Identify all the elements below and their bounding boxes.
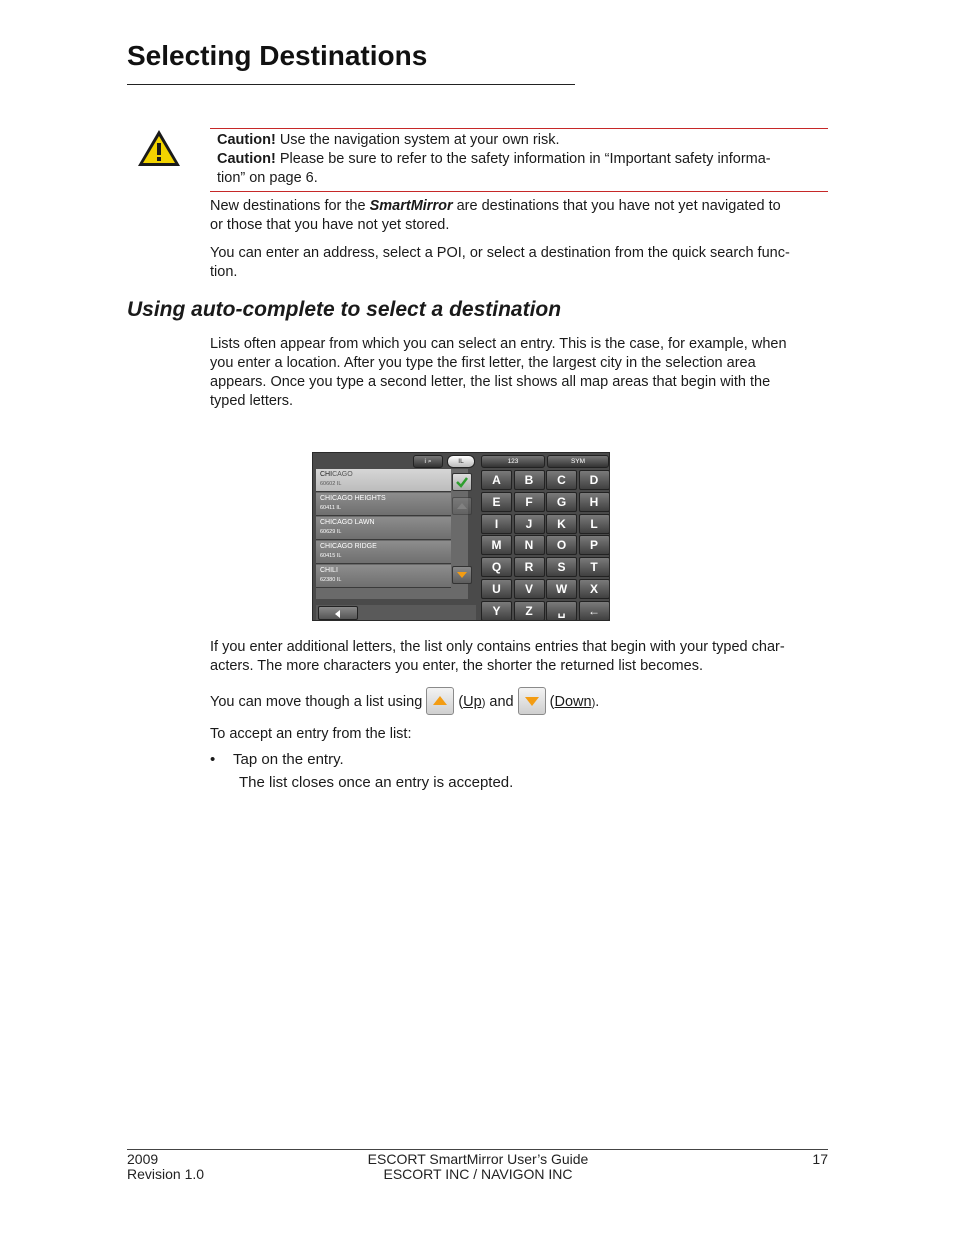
key-l[interactable]: L (579, 514, 610, 534)
list-item[interactable] (316, 565, 451, 588)
key-b[interactable]: B (514, 470, 545, 490)
paragraph-line: tion. (210, 264, 238, 280)
down-button-icon (518, 687, 546, 715)
up-label: Up (463, 693, 482, 710)
paren: ) (481, 696, 486, 709)
intro-paragraph (210, 197, 832, 235)
checkmark-icon (453, 474, 471, 490)
list-item-zip: 60415 IL (320, 553, 342, 559)
paragraph-line: Lists often appear from which you can select an entry. This is the case, for example, when (210, 336, 787, 352)
caution-label: Caution! (217, 132, 276, 148)
footer-revision: Revision 1.0 (127, 1166, 205, 1182)
list-item-name: CHICAGO HEIGHTS (320, 495, 386, 502)
list-item-zip: 60629 IL (320, 529, 342, 535)
list-item-name (320, 471, 353, 478)
back-arrow-icon (319, 608, 357, 620)
list-item[interactable] (316, 517, 451, 540)
key-m[interactable]: M (481, 535, 512, 555)
key-y[interactable]: Y (481, 601, 512, 621)
footer-left (127, 1152, 204, 1182)
scroll-up-button[interactable] (452, 497, 472, 515)
key-w[interactable]: W (546, 579, 577, 599)
key-k[interactable]: K (546, 514, 577, 534)
list-item-name: CHILI (320, 567, 338, 574)
state-button[interactable]: IL (447, 455, 475, 468)
paragraph-line: You can enter an address, select a POI, or select a destination from the quick search func- (210, 245, 790, 261)
up-button-icon (426, 687, 454, 715)
paragraph-line: typed letters. (210, 393, 294, 409)
paren: ) (591, 696, 596, 709)
key-v[interactable]: V (514, 579, 545, 599)
paren: ( (454, 693, 464, 710)
page-number: 17 (812, 1151, 828, 1167)
typed-letters: CHI (320, 471, 333, 478)
autocomplete-paragraph (210, 335, 832, 411)
key-n[interactable]: N (514, 535, 545, 555)
list-item-zip: 62380 IL (320, 577, 342, 583)
paragraph-line: appears. Once you type a second letter, the list shows all map areas that begin with the (210, 374, 771, 390)
key-o[interactable]: O (546, 535, 577, 555)
options-paragraph (210, 244, 832, 282)
caution-box (210, 128, 828, 192)
title-rule (127, 84, 575, 85)
paragraph-line: you enter a location. After you type the first letter, the largest city in the selection area (210, 355, 756, 371)
navigation-paragraph (210, 688, 832, 716)
filter-paragraph (210, 638, 832, 676)
list-item[interactable] (316, 541, 451, 564)
key-x[interactable]: X (579, 579, 610, 599)
result-list (316, 469, 468, 599)
footer-rule (127, 1149, 828, 1150)
caution-line (217, 150, 817, 169)
page-title: Selecting Destinations (127, 40, 428, 71)
key-p[interactable]: P (579, 535, 610, 555)
key-space[interactable]: ␣ (546, 601, 577, 621)
bullet-item (210, 750, 832, 769)
list-item-zip: 60411 IL (320, 505, 342, 511)
footer-company: ESCORT INC / NAVIGON INC (383, 1166, 573, 1182)
paragraph-text: You can move though a list using (210, 693, 423, 710)
caution-text: Use the navigation system at your own risk. (275, 132, 560, 148)
key-d[interactable]: D (579, 470, 610, 490)
key-c[interactable]: C (546, 470, 577, 490)
key-u[interactable]: U (481, 579, 512, 599)
bullet-mark: • (210, 751, 216, 768)
caution-text: Please be sure to refer to the safety information in “Important safety informa- (275, 151, 771, 167)
intro-text: are destinations that you have not yet navigated to (452, 198, 781, 214)
caution-line (217, 169, 817, 188)
down-label: Down (554, 693, 592, 710)
device-screenshot (312, 452, 610, 621)
key-z[interactable]: Z (514, 601, 545, 621)
info-search-button[interactable]: i ⌕ (413, 455, 443, 468)
magnifier-icon: ⌕ (427, 458, 432, 465)
footer-guide: ESCORT SmartMirror User’s Guide (367, 1151, 589, 1167)
intro-text: or those that you have not yet stored. (210, 217, 450, 233)
caution-line (217, 131, 817, 150)
caution-text: tion” on page 6. (217, 170, 318, 186)
key-e[interactable]: E (481, 492, 512, 512)
paren: ( (545, 693, 555, 710)
caution-label: Caution! (217, 151, 276, 167)
symbols-button[interactable]: SYM (547, 455, 609, 468)
key-backspace[interactable]: ← (579, 601, 610, 621)
scroll-down-button[interactable] (452, 566, 472, 584)
bottom-bar (316, 605, 476, 620)
key-r[interactable]: R (514, 557, 545, 577)
up-arrow-icon (453, 498, 471, 514)
period: . (595, 693, 600, 710)
numbers-button[interactable]: 123 (481, 455, 545, 468)
key-j[interactable]: J (514, 514, 545, 534)
key-g[interactable]: G (546, 492, 577, 512)
paragraph-line: acters. The more characters you enter, the shorter the returned list becomes. (210, 658, 703, 674)
completion-text: CAGO (332, 471, 353, 478)
section-title: Using auto-complete to select a destination (127, 298, 562, 321)
key-s[interactable]: S (546, 557, 577, 577)
bullet-text: Tap on the entry. (233, 751, 344, 768)
warning-triangle-icon (136, 128, 182, 168)
list-item[interactable] (316, 469, 451, 492)
footer-year: 2009 (127, 1151, 159, 1167)
paragraph-line: If you enter additional letters, the list only contains entries that begin with your typed char- (210, 639, 785, 655)
accept-intro: To accept an entry from the list: (210, 726, 412, 742)
list-item-zip: 60602 IL (320, 481, 342, 487)
key-q[interactable]: Q (481, 557, 512, 577)
paragraph-text: and (485, 693, 518, 710)
list-item-name: CHICAGO LAWN (320, 519, 375, 526)
list-item[interactable] (316, 493, 451, 516)
accept-button[interactable] (452, 473, 472, 491)
list-item-name: CHICAGO RIDGE (320, 543, 377, 550)
footer-center (300, 1152, 656, 1182)
intro-text: New destinations for the (210, 198, 370, 214)
key-t[interactable]: T (579, 557, 610, 577)
key-f[interactable]: F (514, 492, 545, 512)
back-button[interactable] (318, 606, 358, 620)
key-h[interactable]: H (579, 492, 610, 512)
result-text: The list closes once an entry is accepted. (239, 774, 514, 791)
key-a[interactable]: A (481, 470, 512, 490)
product-name: SmartMirror (369, 198, 453, 214)
down-arrow-icon (453, 567, 471, 583)
key-i[interactable]: I (481, 514, 512, 534)
